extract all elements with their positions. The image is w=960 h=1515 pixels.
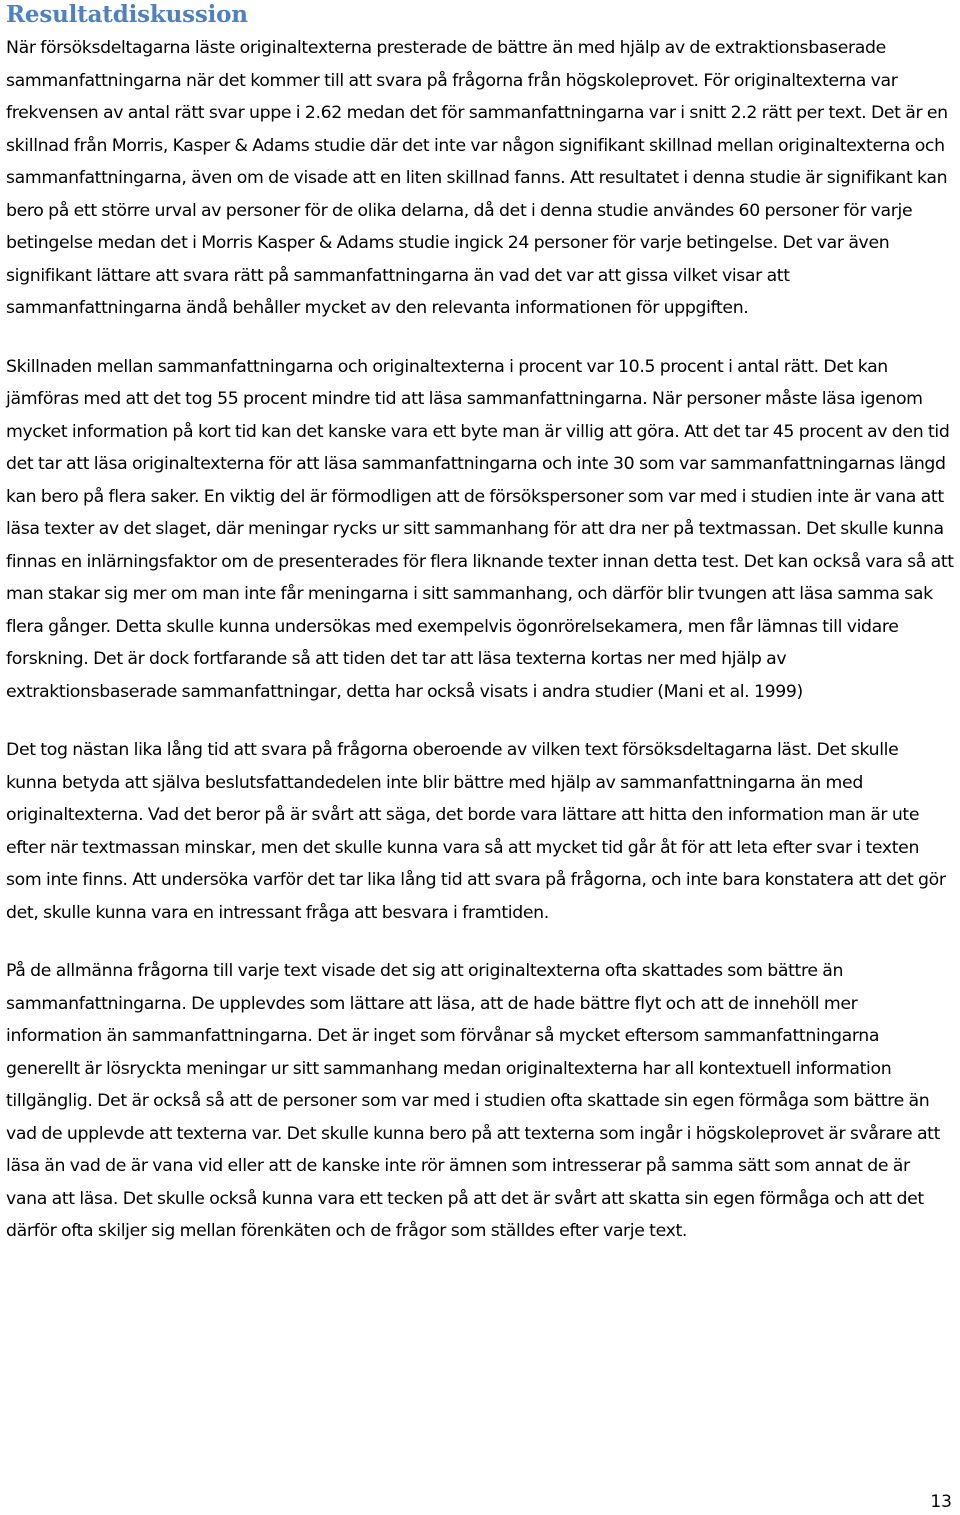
document-page xyxy=(6,0,954,1248)
paragraph-1: När försöksdeltagarna läste originaltexterna presterade de bättre än med hjälp av de extraktionsbaserade sammanfattningarna när det kommer till att svara på frågorna från högskoleprovet. För originaltexterna var frekvensen av antal rätt svar uppe i 2.62 medan det för sammanfattningarna var i snitt 2.2 rätt per text. Det är en skillnad från Morris, Kasper & Adams studie där det inte var någon signifikant skillnad mellan originaltexterna och sammanfattningarna, även om de visade att en liten skillnad fanns. Att resultatet i denna studie är signifikant kan bero på ett större urval av personer för de olika delarna, då det i denna studie användes 60 personer för varje betingelse medan det i Morris Kasper & Adams studie ingick 24 personer för varje betingelse. Det var även signifikant lättare att svara rätt på sammanfattningarna än vad det var att gissa vilket visar att sammanfattningarna ändå behåller mycket av den relevanta informationen för uppgiften. xyxy=(6,38,948,318)
paragraph-4: På de allmänna frågorna till varje text visade det sig att originaltexterna ofta skattades som bättre än sammanfattningarna. De upplevdes som lättare att läsa, att de hade bättre flyt och att de innehöll mer information än sammanfattningarna. Det är inget som förvånar så mycket eftersom sammanfattningarna generellt är lösryckta meningar ur sitt sammanhang medan originaltexterna har all kontextuell information tillgänglig. Det är också så att de personer som var med i studien ofta skattade sin egen förmåga som bättre än vad de upplevde att texterna var. Det skulle kunna bero på att texterna som ingår i högskoleprovet är svårare att läsa än vad de är vana vid eller att de kanske inte rör ämnen som intresserar på samma sätt som annat de är vana att läsa. Det skulle också kunna vara ett tecken på att det är svårt att skatta sin egen förmåga och att det därför ofta skiljer sig mellan förenkäten och de frågor som ställdes efter varje text. xyxy=(6,961,941,1241)
section-heading: Resultatdiskussion xyxy=(6,1,248,28)
paragraph-3: Det tog nästan lika lång tid att svara på frågorna oberoende av vilken text försöksdeltagarna läst. Det skulle kunna betyda att själva beslutsfattandedelen inte blir bättre med hjälp av sammanfattningarna än med originaltexterna. Vad det beror på är svårt att säga, det borde vara lättare att hitta den information man är ute efter när textmassan minskar, men det skulle kunna vara så att mycket tid går åt för att leta efter svar i texten som inte finns. Att undersöka varför det tar lika lång tid att svara på frågorna, och inte bara konstatera att det gör det, skulle kunna vara en intressant fråga att besvara i framtiden. xyxy=(6,740,946,923)
page-number: 13 xyxy=(930,1492,952,1512)
paragraph-2: Skillnaden mellan sammanfattningarna och originaltexterna i procent var 10.5 procent i antal rätt. Det kan jämföras med att det tog 55 procent mindre tid att läsa sammanfattningarna. När personer måste läsa igenom mycket information på kort tid kan det kanske vara ett byte man är villig att göra. Att det tar 45 procent av den tid det tar att läsa originaltexterna för att läsa sammanfattningarna och inte 30 som var sammanfattningarnas längd kan bero på flera saker. En viktig del är förmodligen att de försökspersoner som var med i studien inte är vana att läsa texter av det slaget, där meningar rycks ur sitt sammanhang för att dra ner på textmassan. Det skulle kunna finnas en inlärningsfaktor om de presenterades för flera liknande texter innan detta test. Det kan också vara så att man stakar sig mer om man inte får meningarna i sitt sammanhang, och därför blir tvungen att läsa samma sak flera gånger. Detta skulle kunna undersökas med exempelvis ögonrörelsekamera, men får lämnas till vidare forskning. Det är dock fortfarande så att tiden det tar att läsa texterna kortas ner med hjälp av extraktionsbaserade sammanfattningar, detta har också visats i andra studier (Mani et al. 1999) xyxy=(6,356,954,702)
